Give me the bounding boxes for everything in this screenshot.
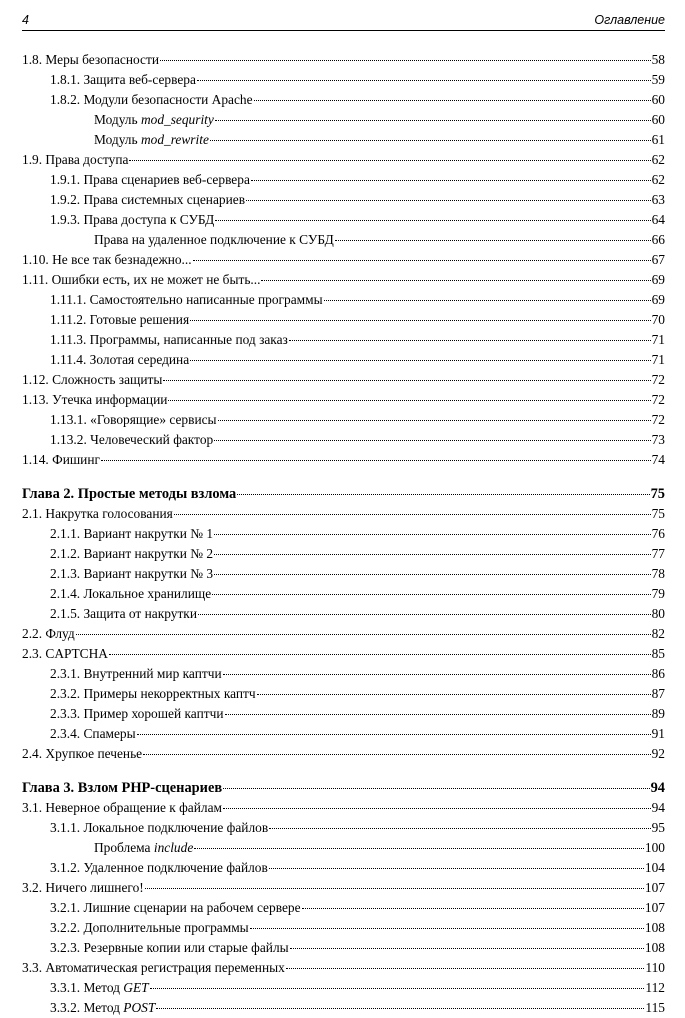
toc-entry-title-text: 1.8.1. Защита веб-сервера bbox=[50, 72, 196, 87]
toc-entry-title bbox=[22, 624, 75, 644]
toc-page-number: 91 bbox=[651, 726, 665, 741]
toc-entry-title bbox=[50, 704, 224, 724]
toc-page-number: 75 bbox=[651, 506, 665, 521]
toc-entry-title-text: 2.3.2. Примеры некорректных каптч bbox=[50, 686, 256, 701]
toc-dot-leader bbox=[215, 120, 651, 121]
toc-entry-title bbox=[94, 230, 334, 250]
toc-entry bbox=[22, 544, 665, 564]
toc-dot-leader bbox=[214, 554, 651, 555]
toc-page-number: 107 bbox=[644, 900, 665, 915]
toc-entry bbox=[22, 798, 665, 818]
toc-page-number: 72 bbox=[651, 372, 665, 387]
toc-entry bbox=[22, 624, 665, 644]
toc-dot-leader bbox=[156, 1008, 644, 1009]
toc-entry bbox=[22, 330, 665, 350]
toc-page-number: 94 bbox=[650, 780, 665, 796]
toc-entry-title bbox=[50, 310, 189, 330]
toc-entry-title-text: 1.14. Фишинг bbox=[22, 452, 101, 467]
toc-page-number: 73 bbox=[651, 432, 665, 447]
toc-entry-title-text: 3.3.1. Метод bbox=[50, 980, 124, 995]
toc-page-number: 95 bbox=[651, 820, 665, 835]
toc-entry-title bbox=[50, 290, 323, 310]
toc-dot-leader bbox=[76, 634, 651, 635]
toc-entry bbox=[22, 350, 665, 370]
toc-dot-leader bbox=[251, 180, 651, 181]
toc-dot-leader bbox=[214, 574, 651, 575]
toc-entry-title bbox=[94, 110, 214, 130]
toc-page-number: 67 bbox=[651, 252, 665, 267]
toc-page-number: 86 bbox=[651, 666, 665, 681]
toc-entry-title bbox=[50, 330, 288, 350]
toc-entry-title bbox=[50, 70, 196, 90]
toc-entry-title-text: Глава 2. Простые методы взлома bbox=[22, 486, 237, 502]
toc-chapter-entry bbox=[22, 778, 665, 798]
toc-page-number: 74 bbox=[651, 452, 665, 467]
toc-entry-title-text: 1.9. Права доступа bbox=[22, 152, 129, 167]
toc-dot-leader bbox=[168, 400, 650, 401]
toc-dot-leader bbox=[145, 888, 644, 889]
toc-entry bbox=[22, 898, 665, 918]
toc-dot-leader bbox=[190, 320, 650, 321]
toc-entry-title-text: 2.2. Флуд bbox=[22, 626, 75, 641]
toc-entry-title bbox=[50, 664, 222, 684]
toc-entry-title bbox=[22, 370, 162, 390]
toc-dot-leader bbox=[286, 968, 645, 969]
toc-entry-title bbox=[22, 250, 192, 270]
toc-entry bbox=[22, 110, 665, 130]
toc-entry bbox=[22, 310, 665, 330]
toc-dot-leader bbox=[137, 734, 651, 735]
toc-entry bbox=[22, 744, 665, 764]
toc-dot-leader bbox=[214, 534, 651, 535]
toc-page-number: 108 bbox=[644, 940, 665, 955]
toc-dot-leader bbox=[324, 300, 651, 301]
toc-entry-title-italic: mod_rewrite bbox=[140, 132, 209, 147]
toc-entry-title bbox=[50, 524, 213, 544]
toc-page-number: 110 bbox=[645, 960, 665, 975]
toc-entry-title-text: Модуль bbox=[94, 132, 141, 147]
toc-entry-title bbox=[50, 170, 250, 190]
toc-page-number: 108 bbox=[644, 920, 665, 935]
toc-entry bbox=[22, 564, 665, 584]
toc-entry-title bbox=[50, 918, 249, 938]
toc-page-number: 104 bbox=[644, 860, 665, 875]
toc-page-number: 92 bbox=[651, 746, 665, 761]
toc-entry-title bbox=[22, 450, 100, 470]
toc-entry-title-text: 1.13.2. Человеческий фактор bbox=[50, 432, 214, 447]
toc-page-number: 58 bbox=[651, 52, 665, 67]
toc-entry-title-text: 3.2.2. Дополнительные программы bbox=[50, 920, 249, 935]
toc-entry bbox=[22, 50, 665, 70]
toc-page-number: 72 bbox=[651, 412, 665, 427]
toc-page-number: 79 bbox=[651, 586, 665, 601]
toc-entry-title bbox=[22, 50, 159, 70]
toc-dot-leader bbox=[269, 868, 644, 869]
toc-entry bbox=[22, 604, 665, 624]
toc-entry bbox=[22, 684, 665, 704]
toc-entry-title-text: 3.1. Неверное обращение к файлам bbox=[22, 800, 223, 815]
toc-entry-title bbox=[50, 684, 256, 704]
toc-dot-leader bbox=[289, 340, 651, 341]
toc-entry bbox=[22, 90, 665, 110]
toc-entry-title bbox=[22, 504, 173, 524]
toc-entry-title-text: 1.13.1. «Говорящие» сервисы bbox=[50, 412, 217, 427]
toc-entry-title bbox=[22, 270, 260, 290]
toc-page-number: 82 bbox=[651, 626, 665, 641]
toc-entry-title bbox=[22, 958, 285, 978]
toc-entry-title-text: 1.11.2. Готовые решения bbox=[50, 312, 190, 327]
toc-page-number: 60 bbox=[651, 112, 665, 127]
toc-page-number: 66 bbox=[651, 232, 665, 247]
toc-dot-leader bbox=[225, 714, 651, 715]
toc-entry bbox=[22, 704, 665, 724]
toc-dot-leader bbox=[190, 360, 650, 361]
toc-dot-leader bbox=[269, 828, 650, 829]
toc-entry bbox=[22, 270, 665, 290]
toc-dot-leader bbox=[150, 988, 645, 989]
toc-dot-leader bbox=[101, 460, 651, 461]
toc-entry-title bbox=[50, 544, 213, 564]
toc-dot-leader bbox=[160, 60, 651, 61]
toc-page-number: 71 bbox=[651, 352, 665, 367]
toc-page-number: 71 bbox=[651, 332, 665, 347]
toc-entry-title-text: 1.8. Меры безопасности bbox=[22, 52, 160, 67]
toc-entry-title-text: 1.9.3. Права доступа к СУБД bbox=[50, 212, 215, 227]
toc-entry-title bbox=[94, 130, 209, 150]
toc-page-number: 69 bbox=[651, 292, 665, 307]
toc-dot-leader bbox=[129, 160, 650, 161]
page-number: 4 bbox=[22, 13, 29, 27]
toc-entry-title-italic: include bbox=[153, 840, 194, 855]
toc-entry bbox=[22, 958, 665, 978]
toc-page-number: 78 bbox=[651, 566, 665, 581]
toc-entry-title-text: 1.11. Ошибки есть, их не может не быть... bbox=[22, 272, 261, 287]
toc-entry-title-text: 2.1.4. Локальное хранилище bbox=[50, 586, 212, 601]
toc-entry-title-text: 2.1.5. Защита от накрутки bbox=[50, 606, 197, 621]
toc-page-number: 61 bbox=[651, 132, 665, 147]
toc-dot-leader bbox=[302, 908, 644, 909]
toc-page-number: 85 bbox=[651, 646, 665, 661]
toc-entry-title-text: 2.4. Хрупкое печенье bbox=[22, 746, 143, 761]
running-title: Оглавление bbox=[594, 13, 665, 27]
toc-dot-leader bbox=[198, 614, 651, 615]
toc-entry-title-text: Глава 3. Взлом PHP-сценариев bbox=[22, 780, 223, 796]
toc-entry bbox=[22, 938, 665, 958]
toc-entry-title bbox=[50, 998, 155, 1018]
toc-page-number: 80 bbox=[651, 606, 665, 621]
toc-entry bbox=[22, 130, 665, 150]
toc-entry-title bbox=[50, 190, 245, 210]
toc-entry bbox=[22, 878, 665, 898]
toc-entry-title bbox=[22, 744, 142, 764]
toc-entry bbox=[22, 170, 665, 190]
section-spacer bbox=[22, 470, 665, 484]
toc-dot-leader bbox=[261, 280, 650, 281]
toc-chapter-entry bbox=[22, 484, 665, 504]
toc-page-number: 64 bbox=[651, 212, 665, 227]
toc-entry-title-text: 3.3.2. Метод bbox=[50, 1000, 124, 1015]
toc-page-number: 76 bbox=[651, 526, 665, 541]
toc-entry-title-text: 1.9.1. Права сценариев веб-сервера bbox=[50, 172, 250, 187]
toc-entry-title-text: 1.10. Не все так безнадежно... bbox=[22, 252, 192, 267]
toc-entry bbox=[22, 524, 665, 544]
toc-page-number: 77 bbox=[651, 546, 665, 561]
toc-dot-leader bbox=[214, 440, 650, 441]
toc-entry bbox=[22, 818, 665, 838]
toc-entry-title bbox=[50, 938, 289, 958]
toc-dot-leader bbox=[163, 380, 650, 381]
toc-entry-title bbox=[22, 644, 108, 664]
toc-page-number: 115 bbox=[645, 1000, 665, 1015]
toc-entry-title-text: 1.13. Утечка информации bbox=[22, 392, 168, 407]
toc-entry-title-text: 2.3.1. Внутренний мир каптчи bbox=[50, 666, 222, 681]
toc-entry-title bbox=[50, 898, 301, 918]
toc-page-number: 63 bbox=[651, 192, 665, 207]
toc-dot-leader bbox=[250, 928, 644, 929]
toc-entry-title bbox=[50, 350, 189, 370]
toc-entry bbox=[22, 838, 665, 858]
toc-entry-title bbox=[50, 430, 213, 450]
toc-entry-title-text: 2.3.4. Спамеры bbox=[50, 726, 136, 741]
toc-entry-title-text: 3.2.3. Резервные копии или старые файлы bbox=[50, 940, 289, 955]
toc-entry-title-text: 2.1. Накрутка голосования bbox=[22, 506, 173, 521]
toc-dot-leader bbox=[215, 220, 650, 221]
toc-entry-title-text: 3.1.2. Удаленное подключение файлов bbox=[50, 860, 268, 875]
toc-dot-leader bbox=[290, 948, 644, 949]
toc-entry-title-text: 2.1.1. Вариант накрутки № 1 bbox=[50, 526, 214, 541]
toc-entry-title bbox=[22, 390, 167, 410]
toc-page-number: 62 bbox=[651, 172, 665, 187]
toc-dot-leader bbox=[254, 100, 651, 101]
section-spacer bbox=[22, 764, 665, 778]
toc-entry bbox=[22, 644, 665, 664]
toc-entry-title-italic: GET bbox=[123, 980, 149, 995]
toc-entry-title bbox=[94, 838, 193, 858]
toc-entry-title-text: 2.1.2. Вариант накрутки № 2 bbox=[50, 546, 214, 561]
toc-dot-leader bbox=[237, 494, 649, 495]
toc-entry bbox=[22, 664, 665, 684]
toc-page-number: 70 bbox=[651, 312, 665, 327]
toc-dot-leader bbox=[193, 260, 651, 261]
toc-entry bbox=[22, 390, 665, 410]
toc-entry-title-text: 1.12. Сложность защиты bbox=[22, 372, 163, 387]
toc-entry-title-text: 3.2.1. Лишние сценарии на рабочем сервере bbox=[50, 900, 301, 915]
table-of-contents bbox=[22, 50, 665, 1018]
toc-page-number: 87 bbox=[651, 686, 665, 701]
toc-page-number: 72 bbox=[651, 392, 665, 407]
toc-entry bbox=[22, 450, 665, 470]
toc-entry-title bbox=[22, 798, 222, 818]
toc-dot-leader bbox=[174, 514, 651, 515]
toc-entry bbox=[22, 190, 665, 210]
toc-dot-leader bbox=[257, 694, 651, 695]
page-header bbox=[22, 12, 665, 31]
toc-entry bbox=[22, 504, 665, 524]
toc-entry-title-text: 1.11.4. Золотая середина bbox=[50, 352, 190, 367]
toc-entry-title bbox=[50, 858, 268, 878]
toc-entry bbox=[22, 70, 665, 90]
toc-entry-title bbox=[22, 878, 144, 898]
toc-page-number: 89 bbox=[651, 706, 665, 721]
toc-dot-leader bbox=[194, 848, 644, 849]
toc-dot-leader bbox=[223, 808, 651, 809]
toc-entry-title bbox=[50, 604, 197, 624]
toc-entry bbox=[22, 918, 665, 938]
toc-page-number: 59 bbox=[651, 72, 665, 87]
toc-dot-leader bbox=[210, 140, 651, 141]
toc-dot-leader bbox=[218, 420, 651, 421]
toc-page-number: 75 bbox=[650, 486, 665, 502]
toc-entry-title-text: Проблема bbox=[94, 840, 154, 855]
toc-entry bbox=[22, 290, 665, 310]
toc-page-number: 60 bbox=[651, 92, 665, 107]
toc-dot-leader bbox=[212, 594, 650, 595]
toc-entry-title bbox=[22, 484, 236, 504]
toc-entry bbox=[22, 724, 665, 744]
toc-dot-leader bbox=[143, 754, 650, 755]
toc-page-number: 94 bbox=[651, 800, 665, 815]
toc-entry bbox=[22, 998, 665, 1018]
toc-dot-leader bbox=[197, 80, 651, 81]
toc-entry-title-text: Права на удаленное подключение к СУБД bbox=[94, 232, 334, 247]
toc-dot-leader bbox=[223, 788, 650, 789]
toc-entry-title bbox=[22, 150, 128, 170]
toc-page-number: 100 bbox=[644, 840, 665, 855]
toc-entry-title-text: 1.11.1. Самостоятельно написанные программы bbox=[50, 292, 323, 307]
toc-dot-leader bbox=[223, 674, 651, 675]
toc-page-number: 112 bbox=[645, 980, 665, 995]
toc-entry-title-text: 2.3. CAPTCHA bbox=[22, 646, 108, 661]
toc-entry-title-text: 2.1.3. Вариант накрутки № 3 bbox=[50, 566, 214, 581]
toc-entry-title bbox=[50, 978, 149, 998]
toc-entry bbox=[22, 370, 665, 390]
toc-page-number: 107 bbox=[644, 880, 665, 895]
toc-entry-title bbox=[50, 724, 136, 744]
toc-entry-title-italic: mod_sequrity bbox=[140, 112, 214, 127]
toc-entry bbox=[22, 210, 665, 230]
toc-entry-title-text: 1.11.3. Программы, написанные под заказ bbox=[50, 332, 288, 347]
toc-entry-title bbox=[50, 584, 211, 604]
toc-dot-leader bbox=[246, 200, 651, 201]
toc-entry-title-text: 2.3.3. Пример хорошей каптчи bbox=[50, 706, 224, 721]
toc-entry-title bbox=[50, 818, 268, 838]
toc-page-number: 69 bbox=[651, 272, 665, 287]
toc-entry-title bbox=[50, 564, 213, 584]
toc-dot-leader bbox=[335, 240, 651, 241]
toc-page-number: 62 bbox=[651, 152, 665, 167]
toc-entry bbox=[22, 430, 665, 450]
toc-entry-title-text: 1.8.2. Модули безопасности Apache bbox=[50, 92, 253, 107]
toc-entry-title-text: 3.2. Ничего лишнего! bbox=[22, 880, 144, 895]
toc-entry-title bbox=[50, 410, 217, 430]
toc-entry-title-italic: POST bbox=[123, 1000, 156, 1015]
toc-entry-title bbox=[22, 778, 222, 798]
toc-entry bbox=[22, 150, 665, 170]
toc-dot-leader bbox=[109, 654, 651, 655]
toc-entry bbox=[22, 230, 665, 250]
toc-entry bbox=[22, 584, 665, 604]
toc-entry-title bbox=[50, 210, 214, 230]
toc-entry-title-text: Модуль bbox=[94, 112, 141, 127]
toc-entry bbox=[22, 858, 665, 878]
toc-entry bbox=[22, 410, 665, 430]
toc-entry bbox=[22, 978, 665, 998]
toc-entry-title-text: 3.3. Автоматическая регистрация переменных bbox=[22, 960, 285, 975]
toc-entry-title bbox=[50, 90, 253, 110]
toc-entry bbox=[22, 250, 665, 270]
toc-entry-title-text: 1.9.2. Права системных сценариев bbox=[50, 192, 246, 207]
toc-entry-title-text: 3.1.1. Локальное подключение файлов bbox=[50, 820, 269, 835]
